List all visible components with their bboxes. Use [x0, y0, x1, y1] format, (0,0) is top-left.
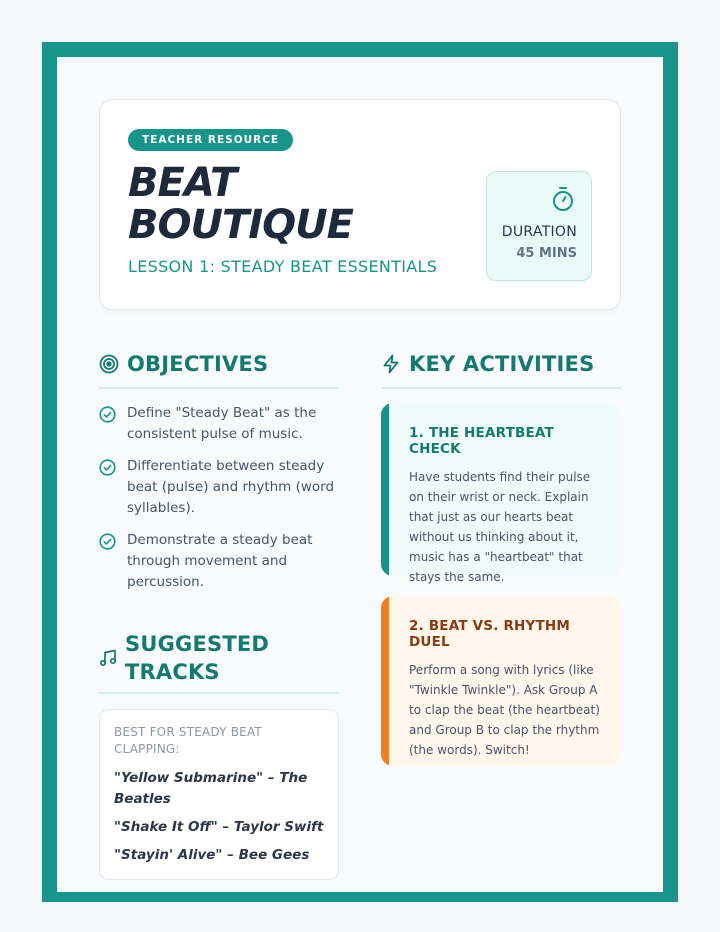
objectives-divider	[99, 387, 339, 389]
duration-box	[486, 171, 592, 281]
accent-bar-mask	[389, 403, 395, 576]
tracks-label: BEST FOR STEADY BEAT CLAPPING:	[114, 725, 262, 756]
page-title	[128, 162, 468, 246]
activity-body: Have students find their pulse on their wrist or neck. Explain that just as our hearts beat without us thinking about it, music has a "heartbeat" that stays the same.	[409, 470, 591, 584]
title-line-1: BEAT	[128, 160, 237, 206]
list-item	[99, 530, 339, 593]
lightning-icon	[381, 354, 401, 374]
objective-text: Define "Steady Beat" as the consistent pulse of music.	[127, 405, 317, 442]
lesson-subtitle: LESSON 1: STEADY BEAT ESSENTIALS	[128, 257, 438, 276]
activity-card-beat-vs-rhythm	[381, 596, 621, 766]
duration-label: DURATION	[501, 224, 577, 240]
accent-bar-mask	[389, 596, 395, 766]
objectives-list	[99, 403, 339, 604]
title-line-2: BOUTIQUE	[128, 202, 353, 248]
stopwatch-icon	[551, 186, 575, 216]
activity-title: 1. THE HEARTBEAT CHECK	[409, 425, 554, 457]
music-note-icon	[99, 649, 117, 667]
activities-divider	[381, 387, 621, 389]
check-circle-icon	[99, 530, 117, 593]
tracks-heading-line-2: TRACKS	[125, 660, 220, 684]
track-item: "Shake It Off" – Taylor Swift	[114, 819, 324, 835]
tracks-heading-text	[125, 630, 269, 686]
activity-body: Perform a song with lyrics (like "Twinkle Twinkle"). Ask Group A to clap the beat (the heartbeat) and Group B to clap the rhythm (the words). Switch!	[409, 663, 600, 757]
objectives-heading-text: OBJECTIVES	[127, 352, 269, 376]
tracks-heading	[99, 630, 269, 686]
teacher-resource-badge: TEACHER RESOURCE	[128, 129, 293, 151]
tracks-divider	[99, 692, 339, 694]
check-circle-icon	[99, 456, 117, 519]
objective-text: Demonstrate a steady beat through movement and percussion.	[127, 532, 313, 590]
objectives-heading	[99, 352, 268, 376]
tracks-card	[99, 709, 339, 880]
activity-card-heartbeat-check	[381, 403, 621, 584]
activities-heading-text: KEY ACTIVITIES	[409, 352, 595, 376]
activity-title: 2. BEAT VS. RHYTHM DUEL	[409, 618, 571, 650]
activities-heading	[381, 352, 594, 376]
track-item: "Yellow Submarine" – The Beatles	[114, 770, 308, 807]
track-item: "Stayin' Alive" – Bee Gees	[114, 847, 310, 863]
list-item	[99, 456, 339, 519]
list-item	[99, 403, 339, 445]
check-circle-icon	[99, 403, 117, 445]
tracks-heading-line-1: SUGGESTED	[125, 632, 270, 656]
header-card	[99, 99, 621, 310]
target-icon	[99, 354, 119, 374]
objective-text: Differentiate between steady beat (pulse) and rhythm (word syllables).	[127, 458, 335, 516]
duration-value: 45 MINS	[516, 246, 577, 261]
